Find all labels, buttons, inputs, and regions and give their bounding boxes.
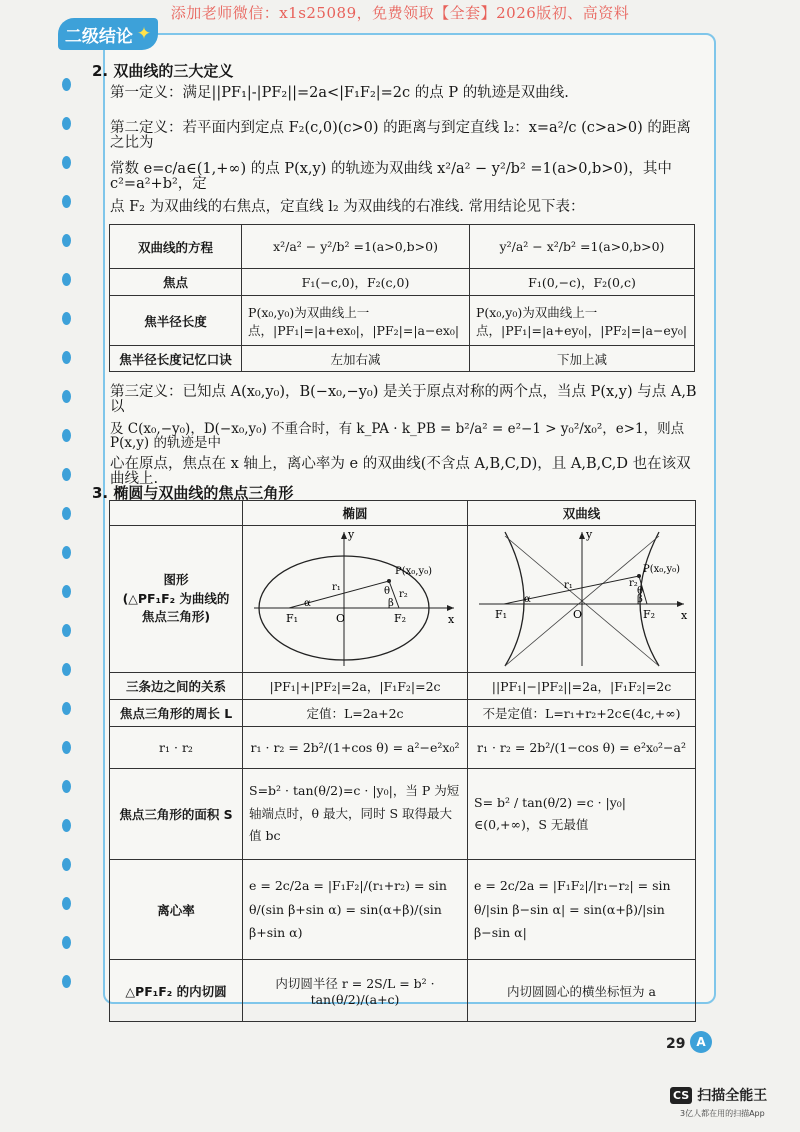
focal-triangle-table bbox=[109, 500, 696, 1022]
table-row: 焦点三角形的周长 L 定值：L=2a+2c 不是定值：L=r₁+r₂+2c∈(4c,+∞) bbox=[110, 700, 696, 727]
hyperbola-table bbox=[109, 224, 695, 372]
definition-3-line3: 心在原点，焦点在 x 轴上，离心率为 e 的双曲线(不含点 A,B,C,D)，且 A,B,C,D 也在该双曲线上. bbox=[110, 456, 691, 487]
section3-title: 3. 椭圆与双曲线的焦点三角形 bbox=[92, 484, 294, 502]
cs-icon: CS bbox=[670, 1087, 692, 1104]
scanner-logo bbox=[670, 1085, 767, 1105]
svg-text:β: β bbox=[387, 598, 394, 609]
svg-text:P(x₀,y₀): P(x₀,y₀) bbox=[642, 564, 680, 575]
watermark-text: 添加老师微信：x1s25089，免费领取【全套】2026版初、高资料 bbox=[170, 4, 630, 22]
scanner-tagline: 3亿人都在用的扫描App bbox=[680, 1109, 765, 1118]
table-row: △PF₁F₂ 的内切圆 内切圆半径 r = 2S/L = b² · tan(θ/2)/(a+c) 内切圆圆心的横坐标恒为 a bbox=[110, 960, 696, 1022]
hyperbola-figure-cell bbox=[468, 526, 696, 673]
table-header-row: 椭圆 双曲线 bbox=[110, 501, 696, 526]
table-row: 三条边之间的关系 |PF₁|+|PF₂|=2a，|F₁F₂|=2c ||PF₁|−|PF₂||=2a，|F₁F₂|=2c bbox=[110, 673, 696, 700]
svg-text:β: β bbox=[636, 594, 643, 605]
svg-text:F₂: F₂ bbox=[393, 612, 406, 625]
svg-text:r₂: r₂ bbox=[398, 589, 408, 600]
definition-3-line1: 第三定义：已知点 A(x₀,y₀)，B(−x₀,−y₀) 是关于原点对称的两个点，当点 P(x,y) 与点 A,B 以 bbox=[110, 384, 697, 415]
page-mark-icon: A bbox=[690, 1031, 712, 1053]
scanner-name: 扫描全能王 bbox=[697, 1088, 768, 1104]
table-row: 焦点三角形的面积 S S=b² · tan(θ/2)=c · |y₀|，当 P 为短轴端点时，θ 最大，同时 S 取得最大值 bc S= b² / tan(θ/2) =c · |y₀|∈(0,+∞)，S 无最值 bbox=[110, 769, 696, 860]
table-row: 双曲线的方程 x²/a² − y²/b² =1(a>0,b>0) y²/a² − x²/b² =1(a>0,b>0) bbox=[110, 225, 695, 269]
table-row: 焦半径长度记忆口诀 左加右减 下加上减 bbox=[110, 346, 695, 372]
svg-text:y: y bbox=[585, 528, 592, 541]
definition-3-line2: 及 C(x₀,−y₀)，D(−x₀,y₀) 不重合时，有 k_PA · k_PB = b²/a² = e²−1 > y₀²/x₀²，e>1，则点 P(x,y) 的轨迹是中 bbox=[110, 421, 685, 451]
svg-text:F₂: F₂ bbox=[642, 608, 655, 621]
bulb-icon: ✦ bbox=[136, 24, 152, 44]
definition-2-line2: 常数 e=c/a∈(1,+∞) 的点 P(x,y) 的轨迹为双曲线 x²/a² − y²/b² =1(a>0,b>0)，其中 c²=a²+b²，定 bbox=[110, 161, 672, 192]
svg-text:α: α bbox=[523, 594, 531, 605]
svg-text:r₁: r₁ bbox=[331, 582, 341, 593]
definition-1: 第一定义：满足||PF₁|-|PF₂||=2a<|F₁F₂|=2c 的点 P 的轨迹是双曲线. bbox=[110, 85, 569, 101]
point-P-label: P(x₀,y₀) bbox=[394, 566, 432, 577]
svg-text:θ: θ bbox=[636, 586, 643, 597]
svg-text:x: x bbox=[447, 613, 454, 626]
binding-rings bbox=[62, 78, 78, 1014]
svg-text:O: O bbox=[572, 608, 582, 621]
table-row: 焦点 F₁(−c,0)，F₂(c,0) F₁(0,−c)，F₂(0,c) bbox=[110, 269, 695, 296]
svg-text:F₁: F₁ bbox=[285, 612, 298, 625]
section-badge bbox=[58, 18, 158, 50]
table-row: 离心率 e = 2c/2a = |F₁F₂|/(r₁+r₂) = sin θ/(sin β+sin α) = sin(α+β)/(sin β+sin α) e = 2c/2a = |F₁F₂|/|r₁−r₂| = sin θ/|sin β−sin α| = sin(α+β)/|sin β−sin α| bbox=[110, 860, 696, 960]
table-row: r₁ · r₂ r₁ · r₂ = 2b²/(1+cos θ) = a²−e²x₀² r₁ · r₂ = 2b²/(1−cos θ) = e²x₀²−a² bbox=[110, 727, 696, 769]
svg-text:α: α bbox=[303, 598, 311, 609]
svg-text:θ: θ bbox=[383, 586, 390, 597]
table-row: 图形 (△PF₁F₂ 为曲线的 焦点三角形) P(x₀,y₀) F₁ F₂ O x y r₁ r₂ θ α β P(x₀,y₀) F₁ F₂ O x y r₁ θ α β r₂ bbox=[110, 526, 696, 673]
table-row: 焦半径长度 P(x₀,y₀)为双曲线上一点，|PF₁|=|a+ex₀|，|PF₂|=|a−ex₀| P(x₀,y₀)为双曲线上一点，|PF₁|=|a+ey₀|，|PF₂|=|a−ey₀| bbox=[110, 296, 695, 346]
page-number: 29 bbox=[666, 1036, 686, 1052]
svg-text:F₁: F₁ bbox=[494, 608, 507, 621]
ellipse-figure-cell bbox=[243, 526, 468, 673]
svg-text:r₂: r₂ bbox=[628, 578, 638, 589]
badge-label: 二级结论 bbox=[64, 26, 133, 47]
hyperbola-figure bbox=[469, 526, 695, 669]
svg-text:x: x bbox=[680, 609, 687, 622]
definition-2-line3: 点 F₂ 为双曲线的右焦点，定直线 l₂ 为双曲线的右准线. 常用结论见下表： bbox=[110, 199, 585, 215]
definition-2-line1: 第二定义：若平面内到定点 F₂(c,0)(c>0) 的距离与到定直线 l₂：x=a²/c (c>a>0) 的距离之比为 bbox=[110, 120, 691, 151]
svg-text:r₁: r₁ bbox=[563, 580, 573, 591]
svg-text:y: y bbox=[347, 528, 354, 541]
section2-title: 2. 双曲线的三大定义 bbox=[92, 62, 234, 80]
ellipse-figure bbox=[244, 526, 467, 669]
svg-text:O: O bbox=[335, 612, 345, 625]
